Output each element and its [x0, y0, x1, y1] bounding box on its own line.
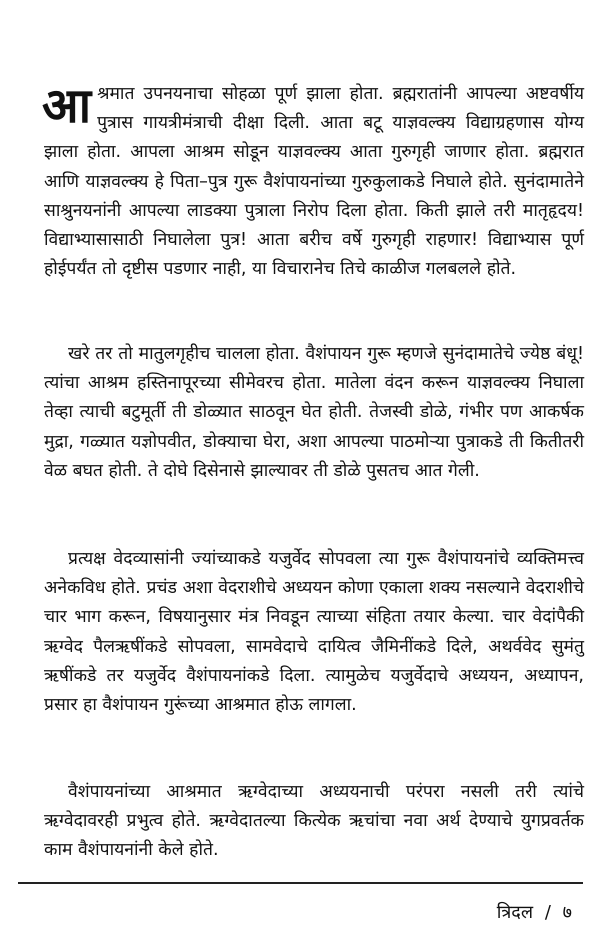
footer-separator: /	[544, 902, 551, 923]
paragraph-1-text: श्रमात उपनयनाचा सोहळा पूर्ण झाला होता. ब्रह्मरातांनी आपल्या अष्टवर्षीय पुत्रास गायत्रीमंत्राची दीक्षा दिली. आता बटू याज्ञवल्क्य विद्याग्रहणास योग्य झाला होता. आपला आश्रम सोडून याज्ञवल्क्य आता गुरुगृही जाणार होता. ब्रह्मरात आणि याज्ञवल्क्य हे पिता–पुत्र गुरू वैशंपायनांच्या गुरुकुलाकडे निघाले होते. सुनंदामातेने साश्रुनयनांनी आपल्या लाडक्या पुत्राला निरोप दिला होता. किती झाले तरी मातृहृदय! विद्याभ्यासासाठी निघालेला पुत्र! आता बरीच वर्षे गुरुगृही राहणार! विद्याभ्यास पूर्ण होईपर्यंत तो दृष्टीस पडणार नाही, या विचारानेच तिचे काळीज गलबलले होते.	[44, 84, 584, 280]
paragraph-2: खरे तर तो मातुलगृहीच चालला होता. वैशंपायन गुरू म्हणजे सुनंदामातेचे ज्येष्ठ बंधू! त्यांचा आश्रम हस्तिनापूरच्या सीमेवरच होता. मातेला वंदन करून याज्ञवल्क्य निघाला तेव्हा त्याची बटुमूर्ती ती डोळ्यात साठवून घेत होती. तेजस्वी डोळे, गंभीर पण आकर्षक मुद्रा, गळ्यात यज्ञोपवीत, डोक्याचा घेरा, अशा आपल्या पाठमोऱ्या पुत्राकडे ती कितीतरी वेळ बघत होती. ते दोघे दिसेनासे झाल्यावर ती डोळे पुसतच आत गेली.	[44, 344, 584, 481]
footer-divider	[18, 882, 583, 884]
page-footer	[497, 900, 572, 924]
paragraph-3: प्रत्यक्ष वेदव्यासांनी ज्यांच्याकडे यजुर्वेद सोपवला त्या गुरू वैशंपायनांचे व्यक्तिमत्त्व अनेकविध होते. प्रचंड अशा वेदराशीचे अध्ययन कोणा एकाला शक्य नसल्याने वेदराशीचे चार भाग करून, विषयानुसार मंत्र निवडून त्याच्या संहिता तयार केल्या. चार वेदांपैकी ऋग्वेद पैलऋषींकडे सोपवला, सामवेदाचे दायित्व जैमिनींकडे दिले, अथर्ववेद सुमंतु ऋषींकडे तर यजुर्वेद वैशंपायनांकडे दिला. त्यामुळेच यजुर्वेदाचे अध्ययन, अध्यापन, प्रसार हा वैशंपायन गुरूंच्या आश्रमात होऊ लागला.	[44, 549, 584, 716]
paragraph-4: वैशंपायनांच्या आश्रमात ऋग्वेदाच्या अध्ययनाची परंपरा नसली तरी त्यांचे ऋग्वेदावरही प्रभुत्व होते. ऋग्वेदातल्या कित्येक ऋचांचा नवा अर्थ देण्याचे युगप्रवर्तक काम वैशंपायनांनी केले होते.	[44, 782, 584, 861]
book-title: त्रिदल	[496, 902, 534, 923]
paragraph-1	[44, 80, 584, 284]
page-number: ७	[562, 902, 572, 923]
drop-cap: आ	[42, 78, 92, 134]
